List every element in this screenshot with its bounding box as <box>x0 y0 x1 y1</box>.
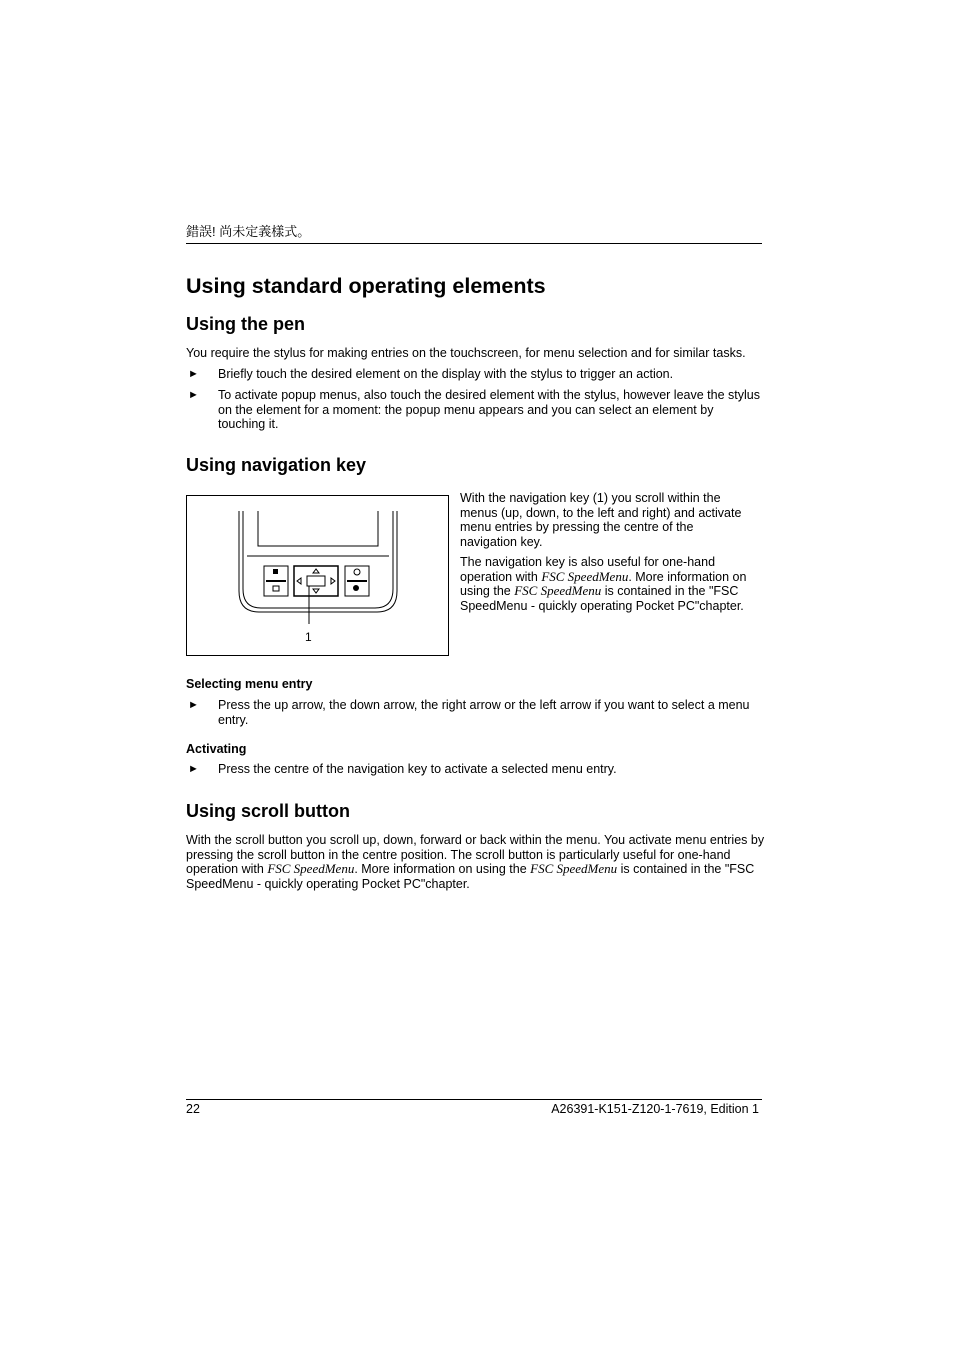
product-name: FSC SpeedMenu <box>514 583 602 599</box>
scroll-text <box>186 833 766 891</box>
heading-activating: Activating <box>186 742 247 756</box>
text-run: The navigation key is also useful for one-hand operation with <box>460 555 716 584</box>
text-run: . More information on using the <box>354 862 531 877</box>
heading-using-navigation-key: Using navigation key <box>186 455 367 475</box>
text-run: With the scroll button you scroll up, down, forward or back within the menu. You activate menu entries by pressing the scroll button in the centre position. The scroll button is particularly useful for one-hand operation with <box>186 833 765 877</box>
bullet-marker: ► <box>188 699 199 711</box>
bullet-marker: ► <box>188 389 199 401</box>
text-run: . More information on using the <box>460 569 747 599</box>
page-number: 22 <box>186 1102 200 1116</box>
heading-using-the-pen: Using the pen <box>186 314 306 334</box>
product-name: FSC SpeedMenu <box>541 568 629 584</box>
header-rule <box>186 243 762 244</box>
navigation-key-figure <box>186 495 449 656</box>
figure-callout-1: 1 <box>305 630 312 644</box>
bullet-marker: ► <box>188 368 199 380</box>
bullet-text: To activate popup menus, also touch the desired element with the stylus, however leave the stylus on the element for a moment: the popup menu appears and you can select an element by touching it. <box>218 388 760 432</box>
text-run: is contained in the "FSC SpeedMenu - quickly operating Pocket PC"chapter. <box>460 584 744 613</box>
footer-rule <box>186 1099 762 1100</box>
nav-one-hand-text <box>460 555 750 613</box>
heading-using-scroll-button: Using scroll button <box>186 801 350 821</box>
running-header: 錯誤! 尚未定義樣式。 <box>186 224 311 239</box>
bullet-text: Press the centre of the navigation key to activate a selected menu entry. <box>218 762 617 776</box>
pen-intro: You require the stylus for making entries on the touchscreen, for menu selection and for similar tasks. <box>186 346 746 360</box>
bullet-text: Press the up arrow, the down arrow, the right arrow or the left arrow if you want to select a menu entry. <box>218 698 750 727</box>
product-name: FSC SpeedMenu <box>267 861 355 877</box>
product-name: FSC SpeedMenu <box>530 861 618 877</box>
pda-device-illustration <box>187 496 448 655</box>
bullet-marker: ► <box>188 763 199 775</box>
document-id: A26391-K151-Z120-1-7619, Edition 1 <box>551 1102 759 1116</box>
bullet-text: Briefly touch the desired element on the display with the stylus to trigger an action. <box>218 367 674 381</box>
heading-selecting-menu-entry: Selecting menu entry <box>186 677 313 691</box>
page-title: Using standard operating elements <box>186 274 546 298</box>
nav-description: With the navigation key (1) you scroll within the menus (up, down, to the left and right) and activate menu entries by pressing the centre of the navigation key. <box>460 491 742 549</box>
text-run: is contained in the "FSC SpeedMenu - quickly operating Pocket PC"chapter. <box>186 862 755 891</box>
